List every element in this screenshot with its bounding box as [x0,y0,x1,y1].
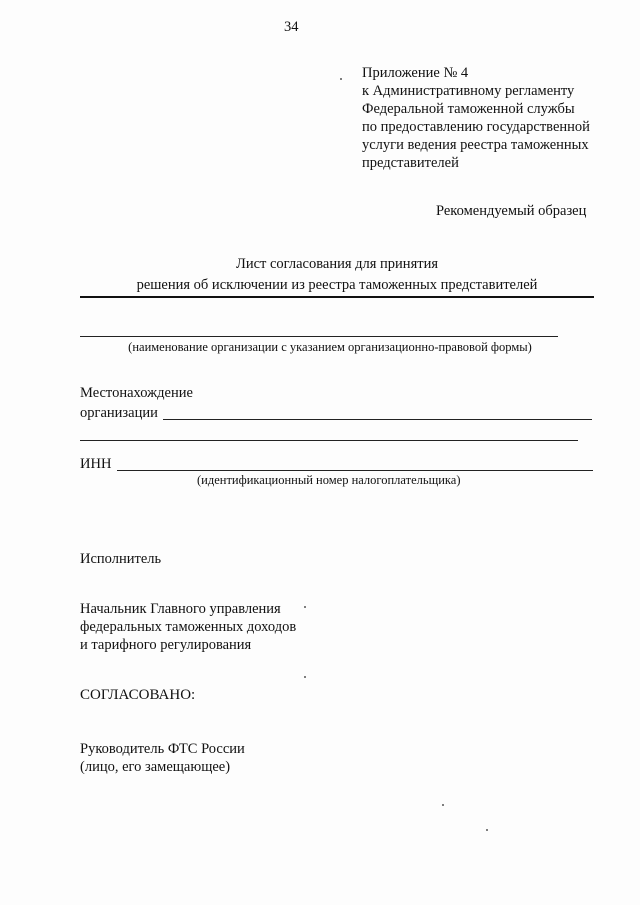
head-block [80,600,296,654]
inn-line [117,470,593,471]
appendix-line: Приложение № 4 [362,65,469,81]
inn-caption: (идентификационный номер налогоплательщика) [197,473,461,487]
recommended-sample: Рекомендуемый образец [436,203,587,219]
scan-speck [340,78,342,80]
scan-speck [442,804,444,806]
location-line-2 [80,440,578,441]
scan-speck [486,829,488,831]
form-title-line2: решения об исключении из реестра таможенных представителей [136,277,538,293]
appendix-line: Федеральной таможенной службы [362,101,575,117]
form-title-line1: Лист согласования для принятия [235,256,439,272]
location-label-org: организации [80,405,158,421]
org-name-caption: (наименование организации с указанием организационно-правовой формы) [128,340,532,354]
title-underline [80,296,594,298]
head-line: федеральных таможенных доходов [80,619,297,635]
scan-speck [304,676,306,678]
location-line-1 [163,419,592,420]
appendix-line: к Административному регламенту [362,83,575,99]
leader-block [80,740,245,776]
appendix-block [362,64,590,172]
leader-line: (лицо, его замещающее) [80,759,231,775]
head-line: и тарифного регулирования [80,637,252,653]
page-number: 34 [284,19,299,35]
appendix-line: услуги ведения реестра таможенных [362,137,589,153]
inn-label: ИНН [80,456,112,472]
org-name-line [80,336,558,337]
appendix-line: по предоставлению государственной [362,119,590,135]
location-label: Местонахождение [80,385,193,401]
leader-line: Руководитель ФТС России [80,741,245,757]
head-line: Начальник Главного управления [80,601,281,617]
executor-label: Исполнитель [80,551,162,567]
appendix-line: представителей [362,155,459,171]
scan-speck [304,606,306,608]
approved-label: СОГЛАСОВАНО: [80,687,196,703]
